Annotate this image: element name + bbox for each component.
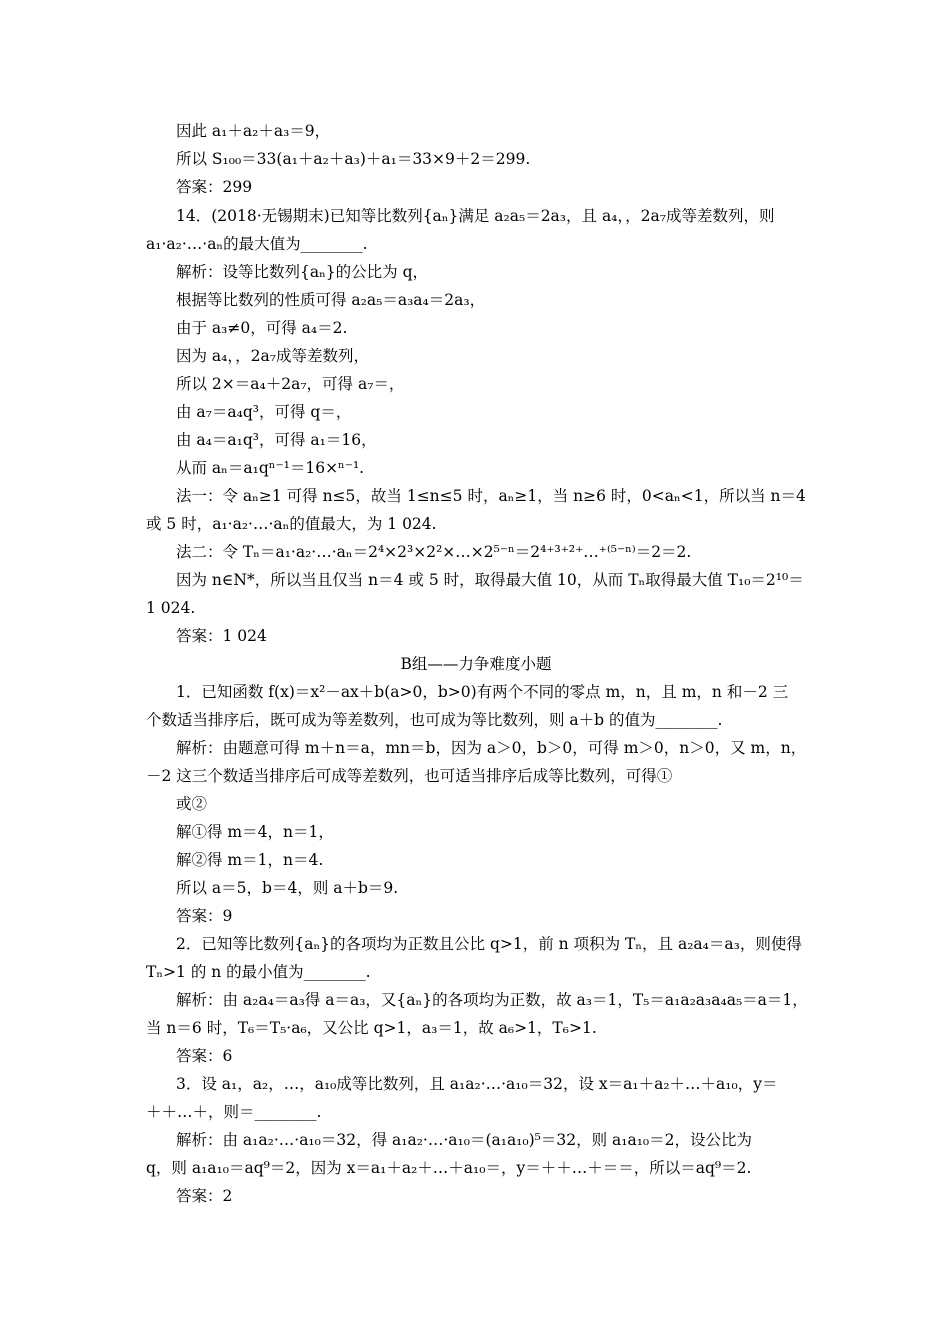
text-line: a₁·a₂·…·aₙ的最大值为________. (146, 235, 368, 253)
text-line: 个数适当排序后，既可成为等差数列，也可成为等比数列，则 a＋b 的值为________. (146, 711, 723, 729)
text-line: －2 这三个数适当排序后可成等差数列，也可适当排序后成等比数列，可得① (146, 767, 673, 785)
answer-line: 答案：299 (176, 178, 253, 196)
text-line: 由 a₇＝a₄q³，可得 q＝， (176, 403, 352, 421)
question-3: 3．设 a₁，a₂，…，a₁₀成等比数列，且 a₁a₂·…·a₁₀＝32，设 x＝a₁＋a₂＋…＋a₁₀，y＝ (176, 1075, 778, 1093)
question-14: 14．(2018·无锡期末)已知等比数列{aₙ}满足 a₂a₅＝2a₃，且 a₄，，2a₇成等差数列，则 (176, 207, 775, 225)
text-line: 因此 a₁＋a₂＋a₃＝9， (176, 122, 331, 140)
text-line: 所以 a＝5，b＝4，则 a＋b＝9. (176, 879, 399, 897)
text-line: 解②得 m＝1，n＝4. (176, 851, 324, 869)
solution-line: 解析：设等比数列{aₙ}的公比为 q， (176, 263, 429, 281)
solution-line: 解析：由 a₂a₄＝a₃得 a＝a₃，又{aₙ}的各项均为正数，故 a₃＝1，T₅＝a₁a₂a₃a₄a₅＝a＝1， (176, 991, 808, 1009)
text-line: q，则 a₁a₁₀＝aq⁹＝2，因为 x＝a₁＋a₂＋…＋a₁₀＝，y＝＋＋…＋＝＝，所以＝aq⁹＝2. (146, 1159, 752, 1177)
text-line: 所以 S₁₀₀＝33(a₁＋a₂＋a₃)＋a₁＝33×9＋2＝299. (176, 150, 531, 168)
answer-line: 答案：1 024 (176, 627, 267, 645)
text-line: 根据等比数列的性质可得 a₂a₅＝a₃a₄＝2a₃， (176, 291, 486, 309)
text-line: 或② (176, 795, 208, 813)
method-two-line: 法二：令 Tₙ＝a₁·a₂·…·aₙ＝2⁴×2³×2²×…×2⁵⁻ⁿ＝2⁴⁺³⁺²⁺…⁺⁽⁵⁻ⁿ⁾＝2＝2. (176, 543, 692, 561)
question-2: 2．已知等比数列{aₙ}的各项均为正数且公比 q>1，前 n 项积为 Tₙ，且 a₂a₄＝a₃，则使得 (176, 935, 802, 953)
solution-line: 解析：由 a₁a₂·…·a₁₀＝32，得 a₁a₂·…·a₁₀＝(a₁a₁₀)⁵＝32，则 a₁a₁₀＝2，设公比为 (176, 1131, 753, 1149)
answer-line: 答案：6 (176, 1047, 233, 1065)
answer-line: 答案：2 (176, 1187, 233, 1205)
text-line: 由于 a₃≠0，可得 a₄＝2. (176, 319, 348, 337)
text-line: 因为 a₄，，2a₇成等差数列， (176, 347, 369, 365)
text-line: 1 024. (146, 599, 196, 617)
text-line: 从而 aₙ＝a₁qⁿ⁻¹＝16×ⁿ⁻¹. (176, 459, 365, 477)
text-line: 或 5 时，a₁·a₂·…·aₙ的值最大，为 1 024. (146, 515, 437, 533)
text-line: Tₙ>1 的 n 的最小值为________. (146, 963, 371, 981)
text-line: 因为 n∈N*，所以当且仅当 n＝4 或 5 时，取得最大值 10，从而 Tₙ取得最大值 T₁₀＝2¹⁰＝ (176, 571, 804, 589)
text-line: 所以 2×＝a₄＋2a₇，可得 a₇＝， (176, 375, 405, 393)
answer-line: 答案：9 (176, 907, 233, 925)
text-line: ＋＋…＋，则＝________. (146, 1103, 322, 1121)
section-heading: B组——力争难度小题 (400, 655, 552, 673)
text-line: 解①得 m＝4，n＝1， (176, 823, 334, 841)
text-line: 由 a₄＝a₁q³，可得 a₁＝16， (176, 431, 377, 449)
text-line: 当 n＝6 时，T₆＝T₅·a₆，又公比 q>1，a₃＝1，故 a₆>1，T₆>1. (146, 1019, 597, 1037)
method-one-line: 法一：令 aₙ≥1 可得 n≤5，故当 1≤n≤5 时，aₙ≥1，当 n≥6 时，0<aₙ<1，所以当 n＝4 (176, 487, 806, 505)
question-1: 1．已知函数 f(x)＝x²－ax＋b(a>0，b>0)有两个不同的零点 m，n，且 m，n 和－2 三 (176, 683, 789, 701)
solution-line: 解析：由题意可得 m＋n＝a，mn＝b，因为 a＞0，b＞0，可得 m＞0，n＞0，又 m，n， (176, 739, 807, 757)
